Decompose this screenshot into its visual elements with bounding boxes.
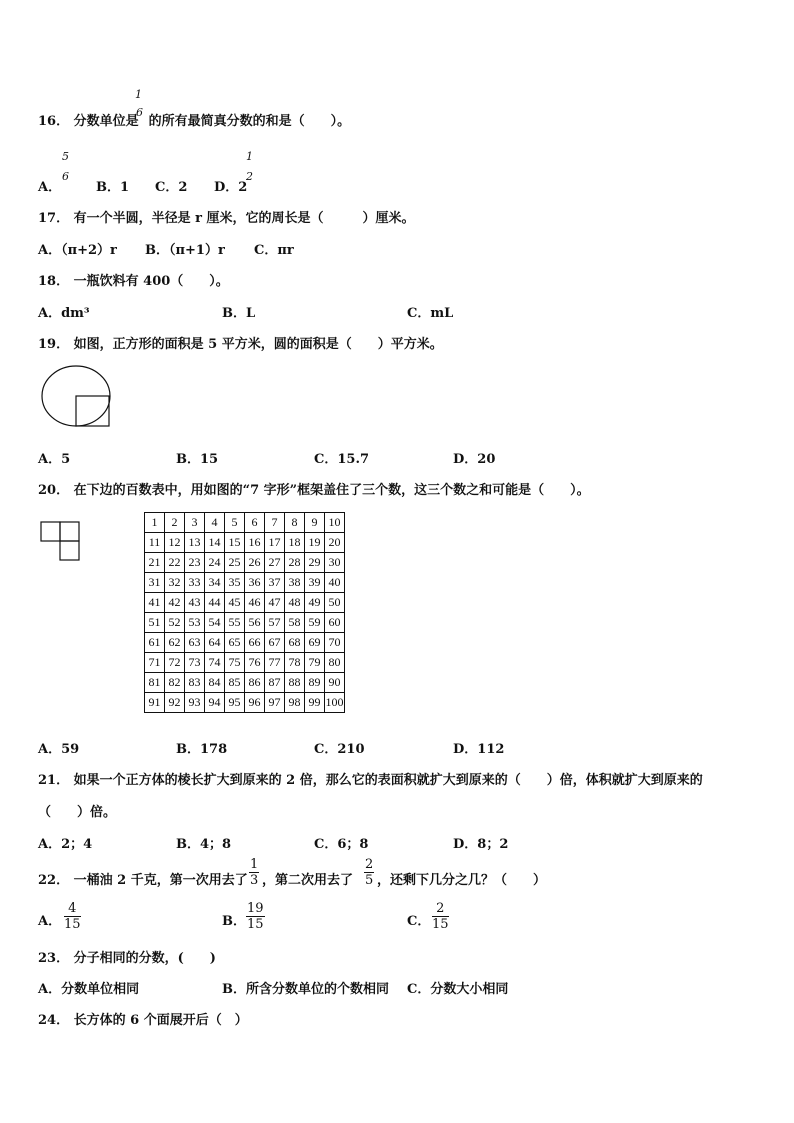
table-cell: 8	[285, 513, 305, 533]
option-d[interactable]: D．112	[453, 742, 505, 757]
table-cell: 44	[205, 593, 225, 613]
table-cell: 68	[285, 633, 305, 653]
option-c[interactable]: C．	[407, 914, 431, 929]
option-c[interactable]: C．分数大小相同	[407, 982, 509, 997]
table-cell: 16	[245, 533, 265, 553]
question-19	[38, 333, 443, 352]
option-a[interactable]: A．（π+2）r	[38, 243, 117, 258]
table-cell: 84	[205, 673, 225, 693]
option-b[interactable]: B．15	[176, 452, 219, 467]
question-21	[38, 769, 703, 788]
table-cell: 51	[145, 613, 165, 633]
table-cell: 27	[265, 553, 285, 573]
table-cell: 9	[305, 513, 325, 533]
table-cell: 20	[325, 533, 345, 553]
table-cell: 40	[325, 573, 345, 593]
question-text-continued: （ ）倍。	[38, 805, 117, 820]
option-c[interactable]: C．πr	[254, 243, 294, 258]
question-20	[38, 479, 590, 498]
table-cell: 100	[325, 693, 345, 713]
question-18	[38, 270, 229, 289]
option-c[interactable]: C．mL	[407, 306, 454, 321]
table-cell: 17	[265, 533, 285, 553]
table-cell: 99	[305, 693, 325, 713]
option-a[interactable]: A．dm³	[38, 306, 90, 321]
option-a[interactable]: A．5	[38, 452, 71, 467]
table-cell: 46	[245, 593, 265, 613]
option-c[interactable]: C．6；8	[314, 837, 369, 852]
table-row	[145, 613, 345, 633]
table-cell: 34	[205, 573, 225, 593]
question-text: 有一个半圆，半径是 r 厘米，它的周长是（ ）厘米。	[73, 211, 415, 226]
table-row	[145, 573, 345, 593]
circle-square-figure	[38, 364, 114, 430]
question-number: 21．	[38, 773, 70, 788]
table-cell: 83	[185, 673, 205, 693]
table-cell: 21	[145, 553, 165, 573]
table-cell: 7	[265, 513, 285, 533]
option-b[interactable]: B．1	[96, 180, 130, 195]
table-cell: 10	[325, 513, 345, 533]
question-text: 一桶油 2 千克，第一次用去了	[73, 873, 248, 888]
table-cell: 62	[165, 633, 185, 653]
table-cell: 61	[145, 633, 165, 653]
table-cell: 55	[225, 613, 245, 633]
table-cell: 96	[245, 693, 265, 713]
table-cell: 76	[245, 653, 265, 673]
table-cell: 24	[205, 553, 225, 573]
question-text: ，第二次用去了	[262, 873, 354, 888]
fraction-numerator: 1	[246, 150, 253, 163]
table-cell: 39	[305, 573, 325, 593]
table-cell: 81	[145, 673, 165, 693]
table-cell: 80	[325, 653, 345, 673]
option-a[interactable]: A．分数单位相同	[38, 982, 140, 997]
table-row	[145, 593, 345, 613]
table-cell: 67	[265, 633, 285, 653]
option-c[interactable]: C．15.7	[314, 452, 370, 467]
question-number: 16．	[38, 114, 70, 129]
question-17	[38, 207, 415, 226]
table-cell: 58	[285, 613, 305, 633]
option-b-fraction: 19 15	[247, 901, 264, 932]
question-number: 19．	[38, 337, 70, 352]
table-cell: 33	[185, 573, 205, 593]
hundred-chart	[144, 512, 345, 713]
table-cell: 47	[265, 593, 285, 613]
table-cell: 78	[285, 653, 305, 673]
question-text: 的所有最简真分数的和是（ ）。	[148, 114, 351, 129]
option-a[interactable]: A．	[38, 180, 62, 195]
table-row	[145, 693, 345, 713]
table-cell: 12	[165, 533, 185, 553]
question-text: 如图，正方形的面积是 5 平方米，圆的面积是（ ）平方米。	[73, 337, 443, 352]
option-d[interactable]: D．20	[453, 452, 496, 467]
table-cell: 3	[185, 513, 205, 533]
table-cell: 59	[305, 613, 325, 633]
table-cell: 70	[325, 633, 345, 653]
fraction-numerator: 1	[135, 88, 142, 101]
table-cell: 18	[285, 533, 305, 553]
question-number: 24．	[38, 1013, 70, 1028]
table-cell: 64	[205, 633, 225, 653]
table-cell: 1	[145, 513, 165, 533]
fraction-one-third: 1 3	[250, 857, 259, 888]
fraction-denominator: 6	[62, 170, 69, 183]
option-b[interactable]: B．178	[176, 742, 228, 757]
table-cell: 49	[305, 593, 325, 613]
table-cell: 57	[265, 613, 285, 633]
table-cell: 94	[205, 693, 225, 713]
question-number: 18．	[38, 274, 70, 289]
option-b[interactable]: B．4；8	[176, 837, 232, 852]
table-cell: 60	[325, 613, 345, 633]
question-text: ，还剩下几分之几？（ ）	[377, 873, 547, 888]
option-a[interactable]: A．	[38, 914, 62, 929]
option-a-fraction: 4 15	[64, 901, 81, 932]
seven-shape-frame-figure	[40, 521, 82, 563]
question-text: 如果一个正方体的棱长扩大到原来的 2 倍，那么它的表面积就扩大到原来的（ ）倍，体积就扩大到原来的	[73, 773, 703, 788]
table-cell: 63	[185, 633, 205, 653]
table-cell: 25	[225, 553, 245, 573]
table-cell: 29	[305, 553, 325, 573]
question-22	[38, 869, 248, 888]
table-row	[145, 513, 345, 533]
table-cell: 89	[305, 673, 325, 693]
question-text: 一瓶饮料有 400（ ）。	[73, 274, 229, 289]
option-b[interactable]: B．L	[222, 306, 256, 321]
table-cell: 19	[305, 533, 325, 553]
question-24	[38, 1009, 248, 1028]
table-cell: 85	[225, 673, 245, 693]
table-cell: 13	[185, 533, 205, 553]
option-a[interactable]: A．2；4	[38, 837, 93, 852]
question-16	[38, 110, 350, 129]
table-cell: 38	[285, 573, 305, 593]
table-cell: 5	[225, 513, 245, 533]
option-c-fraction: 2 15	[432, 901, 449, 932]
option-d[interactable]: D．8；2	[453, 837, 509, 852]
table-cell: 56	[245, 613, 265, 633]
option-b[interactable]: B．（π+1）r	[145, 243, 225, 258]
table-cell: 11	[145, 533, 165, 553]
table-cell: 79	[305, 653, 325, 673]
table-cell: 90	[325, 673, 345, 693]
option-c[interactable]: C．2	[155, 180, 188, 195]
table-cell: 36	[245, 573, 265, 593]
table-row	[145, 533, 345, 553]
question-number: 22．	[38, 873, 70, 888]
table-cell: 31	[145, 573, 165, 593]
table-cell: 50	[325, 593, 345, 613]
question-number: 20．	[38, 483, 70, 498]
option-a[interactable]: A．59	[38, 742, 80, 757]
table-cell: 69	[305, 633, 325, 653]
table-cell: 6	[245, 513, 265, 533]
table-cell: 45	[225, 593, 245, 613]
table-row	[145, 653, 345, 673]
question-number: 17．	[38, 211, 70, 226]
table-cell: 86	[245, 673, 265, 693]
table-cell: 52	[165, 613, 185, 633]
question-text: 在下边的百数表中，用如图的“7 字形”框架盖住了三个数，这三个数之和可能是（ ）。	[73, 483, 590, 498]
option-b[interactable]: B．所含分数单位的个数相同	[222, 982, 389, 997]
table-cell: 30	[325, 553, 345, 573]
table-cell: 26	[245, 553, 265, 573]
fraction-two-fifths: 2 5	[365, 857, 374, 888]
table-cell: 42	[165, 593, 185, 613]
table-cell: 98	[285, 693, 305, 713]
table-cell: 41	[145, 593, 165, 613]
table-cell: 28	[285, 553, 305, 573]
question-text: 分数单位是	[73, 114, 139, 129]
table-cell: 97	[265, 693, 285, 713]
table-cell: 92	[165, 693, 185, 713]
table-cell: 22	[165, 553, 185, 573]
table-cell: 4	[205, 513, 225, 533]
table-cell: 77	[265, 653, 285, 673]
table-cell: 71	[145, 653, 165, 673]
table-cell: 2	[165, 513, 185, 533]
table-cell: 82	[165, 673, 185, 693]
table-cell: 37	[265, 573, 285, 593]
fraction-denominator: 6	[136, 106, 143, 119]
question-number: 23．	[38, 951, 70, 966]
table-row	[145, 553, 345, 573]
table-row	[145, 673, 345, 693]
table-cell: 23	[185, 553, 205, 573]
table-cell: 93	[185, 693, 205, 713]
table-cell: 32	[165, 573, 185, 593]
table-cell: 35	[225, 573, 245, 593]
option-b[interactable]: B．	[222, 914, 246, 929]
table-cell: 87	[265, 673, 285, 693]
table-cell: 65	[225, 633, 245, 653]
table-cell: 14	[205, 533, 225, 553]
table-cell: 48	[285, 593, 305, 613]
table-cell: 66	[245, 633, 265, 653]
table-cell: 88	[285, 673, 305, 693]
table-cell: 74	[205, 653, 225, 673]
option-c[interactable]: C．210	[314, 742, 365, 757]
table-cell: 43	[185, 593, 205, 613]
table-cell: 73	[185, 653, 205, 673]
table-cell: 72	[165, 653, 185, 673]
table-cell: 95	[225, 693, 245, 713]
table-cell: 75	[225, 653, 245, 673]
table-cell: 53	[185, 613, 205, 633]
question-text: 分子相同的分数，( )	[73, 951, 216, 966]
table-cell: 15	[225, 533, 245, 553]
question-text: 长方体的 6 个面展开后（ ）	[73, 1013, 248, 1028]
table-cell: 91	[145, 693, 165, 713]
table-cell: 54	[205, 613, 225, 633]
fraction-denominator: 2	[246, 170, 253, 183]
fraction-numerator: 5	[62, 150, 69, 163]
option-d[interactable]: D．2	[214, 180, 248, 195]
table-row	[145, 633, 345, 653]
question-23	[38, 947, 216, 966]
